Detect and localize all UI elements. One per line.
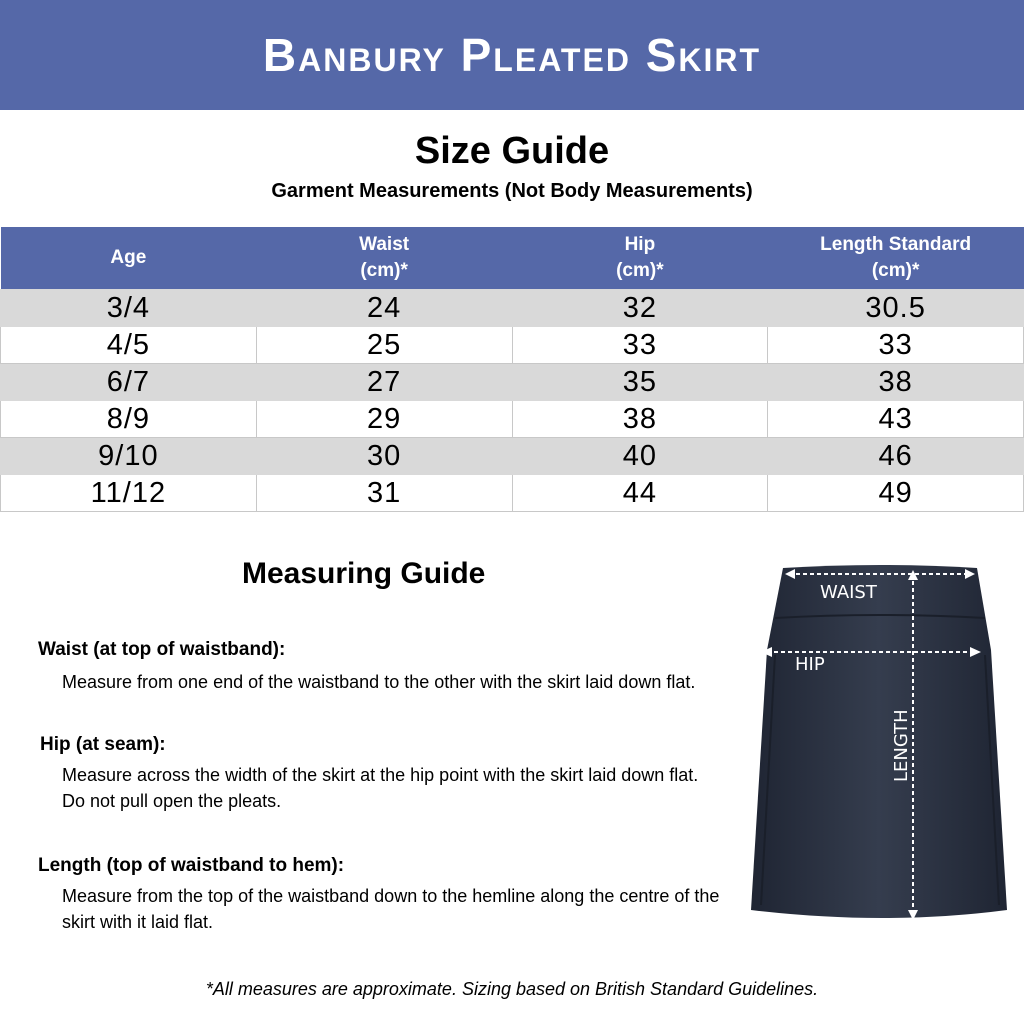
table-row xyxy=(1,364,1024,401)
cell-waist: 25 xyxy=(256,327,512,364)
column-header-line: Length Standard xyxy=(820,234,972,255)
cell-waist: 31 xyxy=(256,475,512,512)
table-row xyxy=(1,401,1024,438)
cell-hip: 33 xyxy=(512,327,768,364)
column-header-unit: (cm)* xyxy=(616,260,664,281)
measuring-guide-title: Measuring Guide xyxy=(242,557,486,590)
cell-age: 4/5 xyxy=(1,327,257,364)
table-row xyxy=(1,327,1024,364)
cell-age: 9/10 xyxy=(1,438,257,475)
cell-age: 3/4 xyxy=(1,290,257,327)
column-header-line: Age xyxy=(110,247,147,268)
cell-hip: 35 xyxy=(512,364,768,401)
column-header-hip xyxy=(512,227,768,290)
cell-waist: 27 xyxy=(256,364,512,401)
skirt-measurement-diagram xyxy=(745,560,1024,930)
cell-hip: 38 xyxy=(512,401,768,438)
size-table xyxy=(0,227,1024,512)
title-banner xyxy=(0,0,1024,110)
length-instruction-heading: Length (top of waistband to hem): xyxy=(38,855,345,876)
column-header-unit: (cm)* xyxy=(360,260,408,281)
cell-waist: 24 xyxy=(256,290,512,327)
cell-waist: 29 xyxy=(256,401,512,438)
cell-hip: 44 xyxy=(512,475,768,512)
column-header-line: Waist xyxy=(359,234,410,255)
cell-length: 33 xyxy=(768,327,1024,364)
cell-length: 43 xyxy=(768,401,1024,438)
column-header-age xyxy=(1,227,257,290)
size-guide-title: Size Guide xyxy=(414,130,610,172)
cell-length: 46 xyxy=(768,438,1024,475)
cell-length: 38 xyxy=(768,364,1024,401)
cell-length: 49 xyxy=(768,475,1024,512)
table-row xyxy=(1,290,1024,327)
waist-label: WAIST xyxy=(820,582,877,603)
column-header-line: Hip xyxy=(624,234,656,255)
footnote: *All measures are approximate. Sizing based on British Standard Guidelines. xyxy=(205,979,819,999)
cell-length: 30.5 xyxy=(768,290,1024,327)
column-header-unit: (cm)* xyxy=(871,260,920,281)
hip-arrowhead-left xyxy=(761,647,772,657)
cell-hip: 40 xyxy=(512,438,768,475)
page-title: Banbury Pleated Skirt xyxy=(262,29,762,81)
cell-hip: 32 xyxy=(512,290,768,327)
waist-instruction-heading: Waist (at top of waistband): xyxy=(38,639,286,660)
length-instruction-text: Measure from the top of the waistband down to the hemline along the centre of the skirt with it laid flat. xyxy=(62,886,720,932)
length-label: LENGTH xyxy=(891,709,912,782)
hip-label: HIP xyxy=(795,654,825,675)
cell-waist: 30 xyxy=(256,438,512,475)
cell-age: 8/9 xyxy=(1,401,257,438)
cell-age: 6/7 xyxy=(1,364,257,401)
hip-instruction-text: Measure across the width of the skirt at the hip point with the skirt laid down flat. Do not pull open the pleats. xyxy=(62,765,699,811)
table-header-row xyxy=(1,227,1024,290)
cell-age: 11/12 xyxy=(1,475,257,512)
waist-instruction-text: Measure from one end of the waistband to the other with the skirt laid down flat. xyxy=(62,672,696,692)
column-header-waist xyxy=(256,227,512,290)
size-guide-subtitle: Garment Measurements (Not Body Measurements) xyxy=(271,180,753,202)
column-header-length xyxy=(768,227,1024,290)
table-row xyxy=(1,475,1024,512)
table-row xyxy=(1,438,1024,475)
hip-instruction-heading: Hip (at seam): xyxy=(40,734,166,755)
